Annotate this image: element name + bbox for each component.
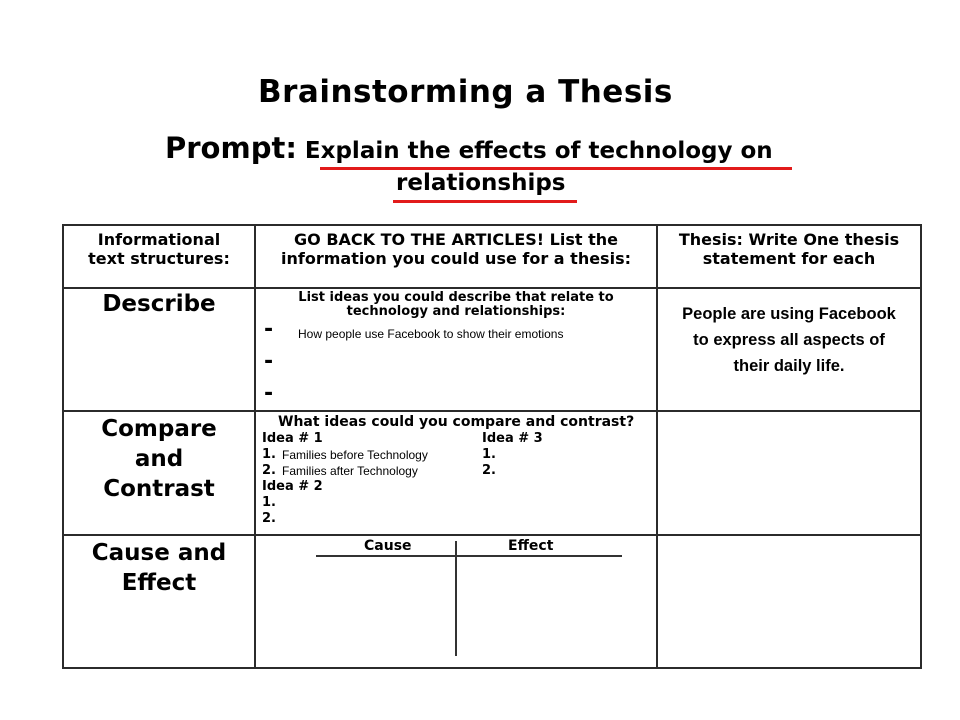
describe-note: How people use Facebook to show their emotions	[298, 327, 564, 341]
idea1-num1: 1.	[262, 447, 276, 462]
cause-effect-label-line1: Cause and	[91, 540, 227, 566]
compare-row	[63, 411, 921, 535]
idea2-num1: 1.	[262, 495, 276, 510]
compare-label-line1: Compare	[101, 416, 217, 442]
cause-effect-thesis-cell	[657, 535, 921, 668]
compare-label-cell	[63, 411, 255, 535]
bullet-dash: -	[264, 317, 274, 342]
idea3-num2: 2.	[482, 463, 496, 478]
t-chart-horizontal-line	[316, 555, 622, 557]
header-structures: Informational text structures:	[88, 230, 230, 268]
bullet-dash: -	[264, 349, 274, 374]
compare-thesis	[658, 412, 920, 424]
idea2-num2: 2.	[262, 511, 276, 526]
prompt-text-line2: relationships	[396, 170, 566, 196]
idea3-label: Idea # 3	[482, 431, 543, 446]
cause-effect-label-line2: Effect	[121, 570, 197, 596]
effect-heading: Effect	[508, 538, 554, 554]
describe-ideas-cell	[255, 288, 657, 411]
idea3-num1: 1.	[482, 447, 496, 462]
cause-effect-chart-cell	[255, 535, 657, 668]
header-row	[63, 225, 921, 288]
describe-row	[63, 288, 921, 411]
compare-note-2: Families after Technology	[282, 464, 418, 478]
header-cell-thesis	[657, 225, 921, 288]
page-title: Brainstorming a Thesis	[258, 74, 673, 110]
idea2-label: Idea # 2	[262, 479, 323, 494]
header-thesis: Thesis: Write One thesis statement for each	[678, 230, 900, 268]
header-cell-structures	[63, 225, 255, 288]
compare-subprompt: What ideas could you compare and contrast?	[278, 414, 635, 430]
compare-label-line2: and	[134, 446, 184, 472]
cause-effect-label-cell	[63, 535, 255, 668]
describe-label: Describe	[102, 291, 216, 317]
red-underline-2	[393, 200, 577, 203]
bullet-dash: -	[264, 381, 274, 406]
describe-subprompt: List ideas you could describe that relate to technology and relationships:	[298, 290, 614, 319]
describe-thesis: People are using Facebook to express all aspects of their daily life.	[682, 305, 896, 375]
cause-heading: Cause	[364, 538, 412, 554]
prompt-label: Prompt:	[165, 131, 297, 165]
cause-effect-row	[63, 535, 921, 668]
idea1-num2: 2.	[262, 463, 276, 478]
compare-note-1: Families before Technology	[282, 448, 428, 462]
prompt-text-line1: Explain the effects of technology on	[304, 138, 773, 164]
describe-thesis-cell	[657, 288, 921, 411]
brainstorm-table	[62, 224, 922, 669]
header-articles: GO BACK TO THE ARTICLES! List the information you could use for a thesis:	[281, 230, 631, 268]
idea1-label: Idea # 1	[262, 431, 323, 446]
compare-label-line3: Contrast	[103, 476, 215, 502]
t-chart-vertical-line	[455, 541, 457, 656]
prompt	[165, 131, 773, 165]
describe-label-cell	[63, 288, 255, 411]
cause-effect-thesis	[658, 536, 920, 548]
compare-thesis-cell	[657, 411, 921, 535]
header-cell-articles	[255, 225, 657, 288]
compare-ideas-cell	[255, 411, 657, 535]
